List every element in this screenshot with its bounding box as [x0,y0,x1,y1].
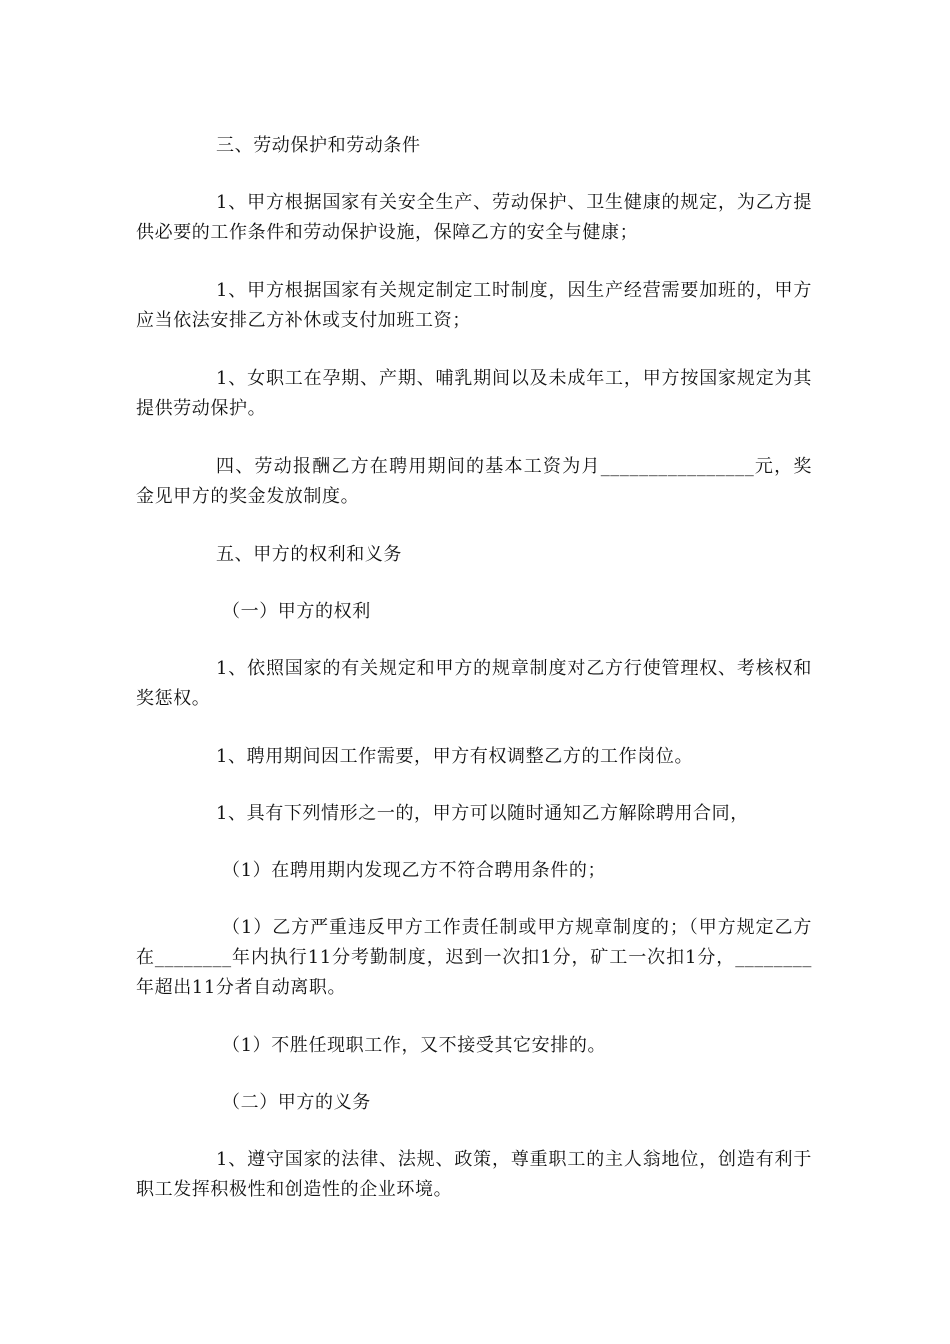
clause-item-unqualified: （1）在聘用期内发现乙方不符合聘用条件的； [222,860,607,881]
clause-termination-conditions: 1、具有下列情形之一的，甲方可以随时通知乙方解除聘用合同， [216,803,749,824]
section-heading-rights-obligations: 五、甲方的权利和义务 [216,544,402,565]
clause-working-hours: 1、甲方根据国家有关规定制定工时制度，因生产经营需要加班的，甲方应当依法安排乙方补休或支付加班工资； [136,280,812,331]
clause-comply-laws: 1、遵守国家的法律、法规、政策，尊重职工的主人翁地位，创造有利于职工发挥积极性和创造性的企业环境。 [136,1149,812,1200]
clause-item-incompetent: （1）不胜任现职工作，又不接受其它安排的。 [222,1035,607,1056]
clause-female-workers: 1、女职工在孕期、产期、哺乳期间以及未成年工，甲方按国家规定为其提供劳动保护。 [136,368,812,419]
section-heading-labor-protection: 三、劳动保护和劳动条件 [216,135,421,156]
clause-safety-conditions: 1、甲方根据国家有关安全生产、劳动保护、卫生健康的规定，为乙方提供必要的工作条件和劳动保护设施，保障乙方的安全与健康； [136,192,812,243]
document-page [136,131,812,1205]
clause-management-rights: 1、依照国家的有关规定和甲方的规章制度对乙方行使管理权、考核权和奖惩权。 [136,658,812,709]
subsection-heading-obligations: （二）甲方的义务 [222,1092,371,1113]
subsection-heading-rights: （一）甲方的权利 [222,601,371,622]
section-heading-remuneration: 四、劳动报酬乙方在聘用期间的基本工资为月________________元，奖金见甲方的奖金发放制度。 [136,456,812,507]
clause-item-violation: （1）乙方严重违反甲方工作责任制或甲方规章制度的；（甲方规定乙方在________年内执行11分考勤制度，迟到一次扣1分，矿工一次扣1分，________年超出11分者自动离职。 [136,917,812,998]
clause-adjust-position: 1、聘用期间因工作需要，甲方有权调整乙方的工作岗位。 [216,746,694,767]
